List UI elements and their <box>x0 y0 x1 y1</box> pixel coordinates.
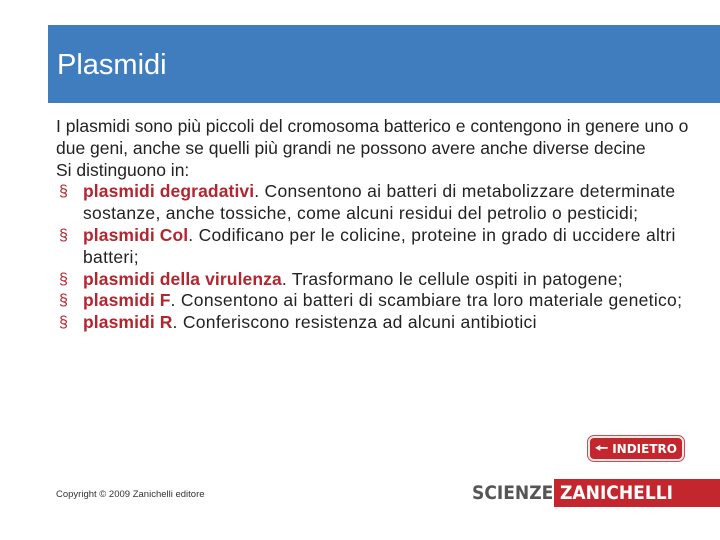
list-intro: Si distinguono in: <box>56 159 190 180</box>
list-item <box>56 225 696 269</box>
back-button-label: INDIETRO <box>612 441 677 456</box>
bullet-icon: § <box>59 270 69 288</box>
intro-paragraph: I plasmidi sono più piccoli del cromosoma batterico e contengono in genere uno o due geni, anche se quelli più grandi ne possono avere anche diverse decine <box>56 116 689 158</box>
list-item-term: plasmidi R <box>83 312 173 333</box>
list-item-term: plasmidi della virulenza <box>83 268 282 289</box>
slide-body <box>56 116 696 334</box>
slide-title: Plasmidi <box>57 49 167 81</box>
title-bar <box>48 25 720 103</box>
bullet-icon: § <box>59 292 69 310</box>
list-item-text: . Trasformano le cellule ospiti in patogene; <box>281 268 623 289</box>
brand-zanichelli <box>554 479 720 507</box>
list-item <box>56 290 696 312</box>
bullet-icon: § <box>59 226 69 244</box>
list-item-term: plasmidi Col <box>83 224 189 245</box>
list-item-term: plasmidi degradativi <box>83 181 255 202</box>
bullet-icon: § <box>59 314 69 332</box>
list-item-text: . Consentono ai batteri di metabolizzare determinate sostanze, anche tossiche, come alcuni residui del petrolio o pesticidi; <box>83 181 676 224</box>
bullet-icon: § <box>59 183 69 201</box>
list-item-text: . Conferiscono resistenza ad alcuni antibiotici <box>172 312 537 333</box>
list-item <box>56 312 696 334</box>
list-item <box>56 181 696 225</box>
arrow-left-icon: 🠔 <box>595 439 609 457</box>
brand-scienze: SCIENZE <box>472 482 554 504</box>
plasmid-types-list <box>56 181 696 334</box>
publisher-logo <box>472 479 720 507</box>
list-item-term: plasmidi F <box>83 290 171 311</box>
brand-zanichelli-text: ZANICHELLI <box>560 482 674 504</box>
list-item-text: . Codificano per le colicine, proteine in grado di uccidere altri batteri; <box>83 224 676 267</box>
list-item <box>56 269 696 291</box>
list-item-text: . Consentono ai batteri di scambiare tra loro materiale genetico; <box>170 290 683 311</box>
back-button[interactable] <box>588 436 684 461</box>
copyright-notice: Copyright © 2009 Zanichelli editore <box>56 489 205 500</box>
